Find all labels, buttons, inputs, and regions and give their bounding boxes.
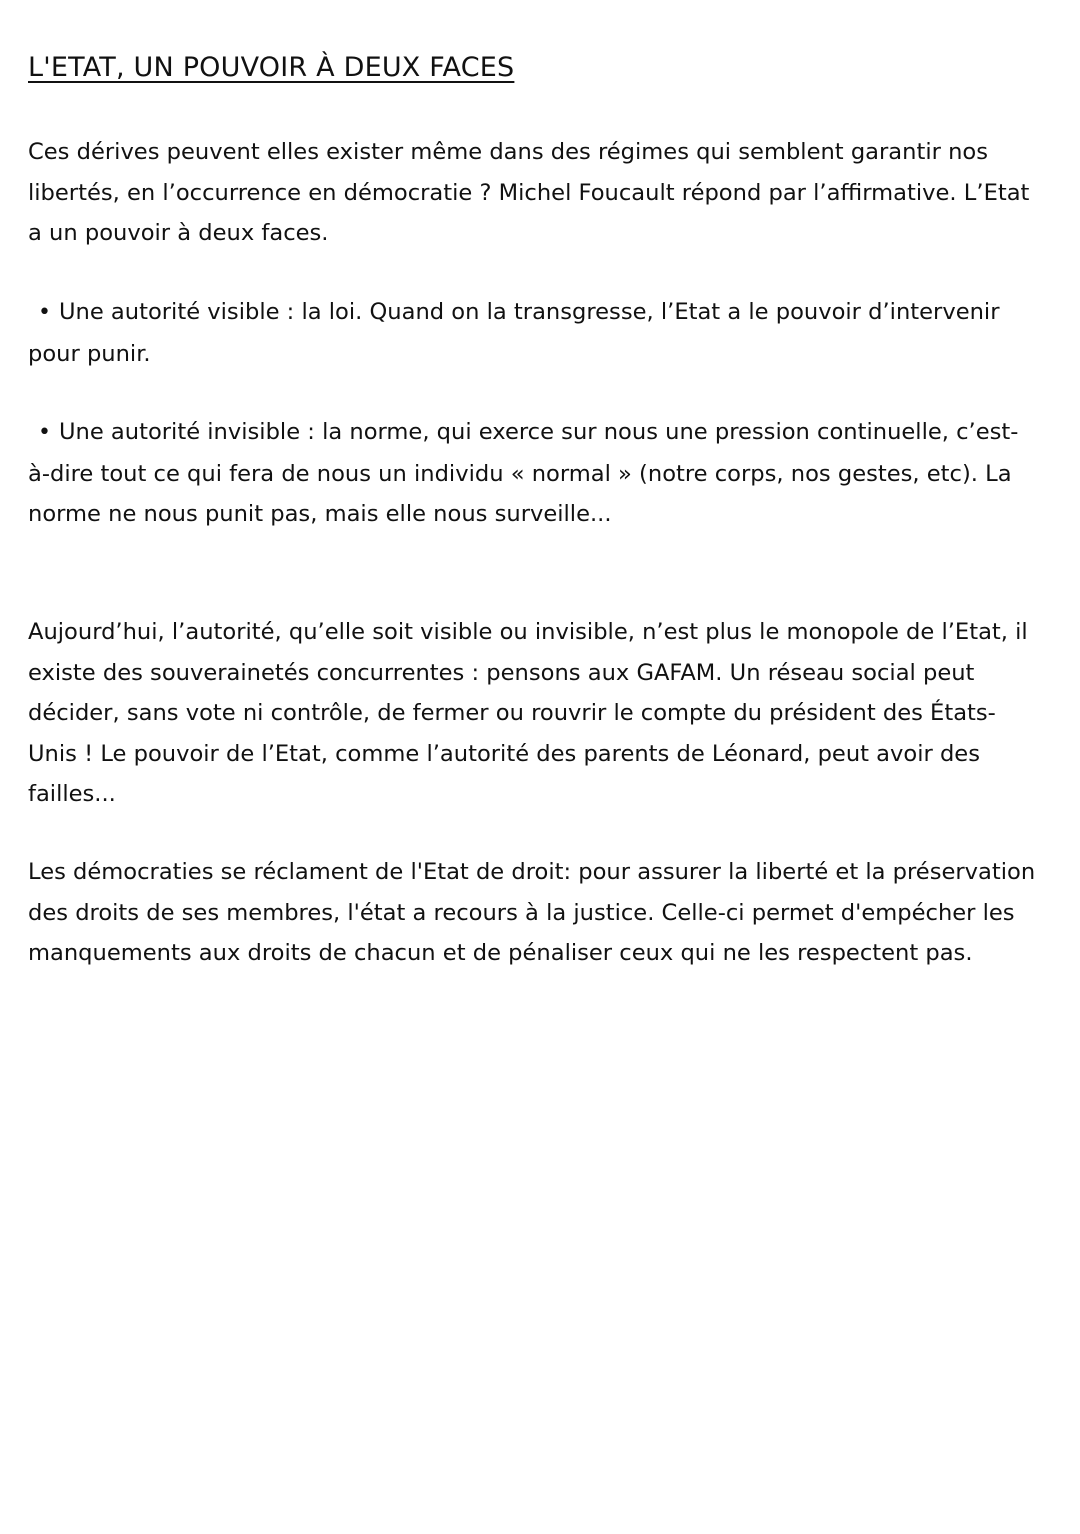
page-title: L'ETAT, UN POUVOIR À DEUX FACES — [28, 52, 515, 83]
bullet-text: Une autorité invisible : la norme, qui exerce sur nous une pression continuelle, c’est-à-dire tout ce qui fera de nous un individu « normal » (notre corps, nos gestes, etc). La norme ne nous punit pas, mais elle nous surveille... — [28, 419, 1019, 527]
bullet-text: Une autorité visible : la loi. Quand on la transgresse, l’Etat a le pouvoir d’intervenir pour punir. — [28, 299, 1000, 367]
bullet-icon: • — [38, 420, 51, 445]
bullet-icon: • — [38, 300, 51, 325]
gafam-paragraph: Aujourd’hui, l’autorité, qu’elle soit visible ou invisible, n’est plus le monopole de l’Etat, il existe des souverainetés concurrentes : pensons aux GAFAM. Un réseau social peut décider, sans vote ni contrôle, de fermer ou rouvrir le compte du président des États-Unis ! Le pouvoir de l’Etat, comme l’autorité des parents de Léonard, peut avoir des failles... — [28, 619, 1028, 807]
bullet-item-visible-authority — [28, 292, 1038, 374]
intro-paragraph: Ces dérives peuvent elles exister même dans des régimes qui semblent garantir nos libertés, en l’occurrence en démocratie ? Michel Foucault répond par l’affirmative. L’Etat a un pouvoir à deux faces. — [28, 139, 1030, 246]
bullet-item-invisible-authority — [28, 412, 1038, 535]
rule-of-law-paragraph: Les démocraties se réclament de l'Etat de droit: pour assurer la liberté et la préservation des droits de ses membres, l'état a recours à la justice. Celle-ci permet d'empécher les manquements aux droits de chacun et de pénaliser ceux qui ne les respectent pas. — [28, 859, 1036, 966]
